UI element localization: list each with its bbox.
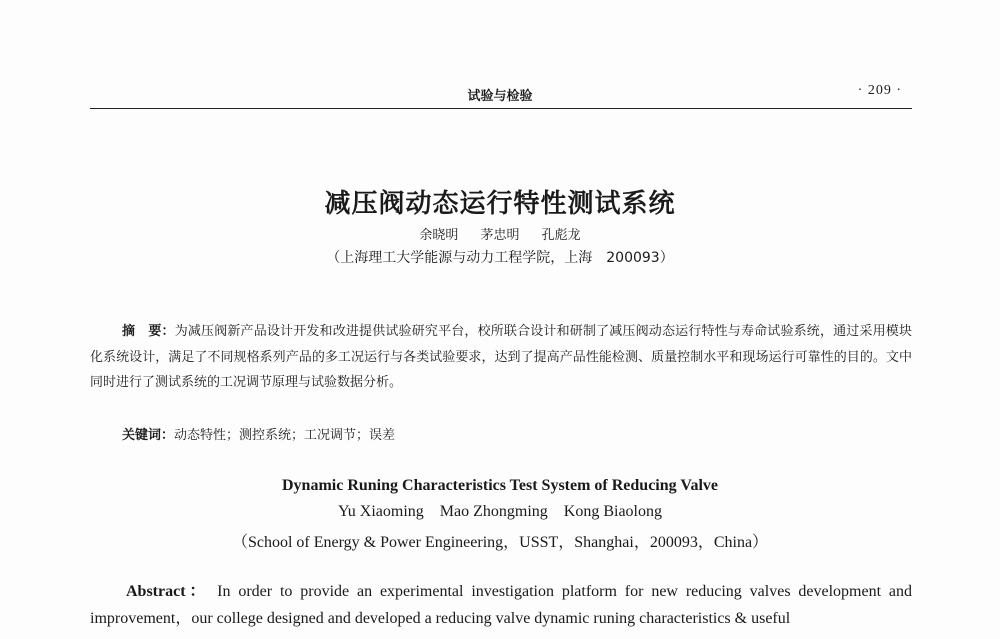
page-number: · 209 · (857, 83, 902, 98)
header-rule (90, 108, 912, 109)
author-name: 茅忠明 (480, 228, 520, 243)
abstract-text: In order to provide an experimental investigation platform for new reducing valves development and improvement，our college designed and developed a reducing valve dynamic runing characteristics & useful (90, 583, 913, 627)
abstract-label: 摘 要： (122, 324, 175, 339)
chinese-keywords (90, 424, 912, 443)
keywords-label: 关键词： (122, 428, 175, 443)
chinese-affiliation: （上海理工大学能源与动力工程学院，上海 200093） (326, 250, 674, 266)
english-abstract (90, 578, 912, 632)
chinese-authors (0, 224, 1000, 243)
english-title: Dynamic Runing Characteristics Test System of Reducing Valve (281, 477, 718, 494)
author-name: 孔彪龙 (541, 228, 581, 243)
english-authors (0, 503, 1000, 521)
keywords-text: 动态特性；测控系统；工况调节；误差 (174, 428, 396, 443)
abstract-label: Abstract： (126, 583, 210, 600)
english-affiliation: （School of Energy & Power Engineering，USST，Shanghai，200093，China） (231, 534, 769, 551)
chinese-title: 减压阀动态运行特性测试系统 (324, 189, 676, 219)
author-name: 余晓明 (419, 228, 459, 243)
author-name: Mao Zhongming (439, 503, 548, 520)
abstract-text: 为减压阀新产品设计开发和改进提供试验研究平台，校所联合设计和研制了减压阀动态运行特性与寿命试验系统，通过采用模块化系统设计，满足了不同规格系列产品的多工况运行与各类试验要求，达到了提高产品性能检测、质量控制水平和现场运行可靠性的目的。文中同时进行了测试系统的工况调节原理与试验数据分析。 (90, 324, 912, 390)
author-name: Yu Xiaoming (338, 503, 424, 520)
chinese-abstract (90, 319, 912, 396)
running-header (90, 82, 910, 106)
author-name: Kong Biaolong (563, 503, 662, 520)
section-title: 试验与检验 (467, 89, 533, 104)
